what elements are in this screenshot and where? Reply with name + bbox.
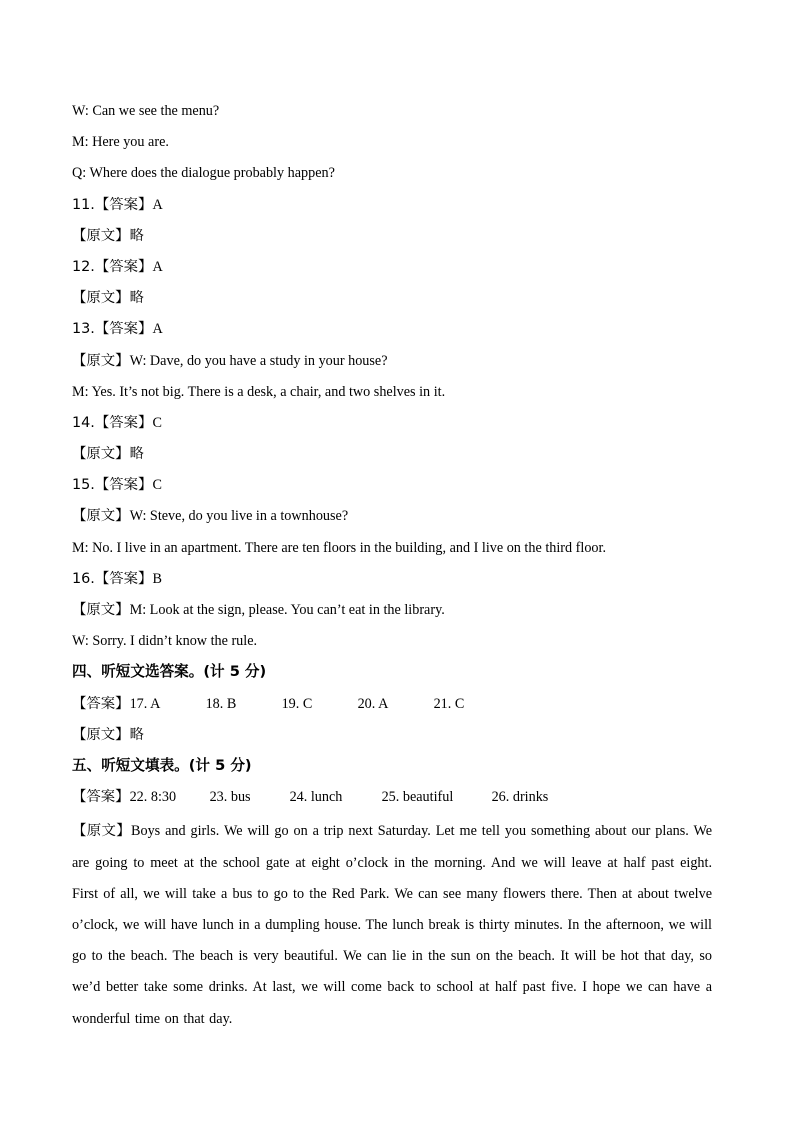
answer-line-12: 12.【答案】A <box>72 258 163 275</box>
source-line-14: 【原文】略 <box>72 446 144 463</box>
section-5-heading: 五、听短文填表。(计 5 分) <box>72 756 252 774</box>
section-4-heading: 四、听短文选答案。(计 5 分) <box>72 663 267 681</box>
text-line: W: Sorry. I didn’t know the rule. <box>72 633 258 650</box>
section-4-answers: 【答案】17. A 18. B 19. C 20. A 21. C <box>72 695 465 712</box>
answer-line-13: 13.【答案】A <box>72 321 163 338</box>
answer-line-11: 11.【答案】A <box>72 196 163 213</box>
text-line: M: No. I live in an apartment. There are ten floors in the building, and I live on the third floor. <box>72 539 606 556</box>
source-line-15: 【原文】W: Steve, do you live in a townhouse? <box>72 508 349 525</box>
text-line: W: Can we see the menu? <box>72 103 220 119</box>
answer-line-15: 15.【答案】C <box>72 477 162 494</box>
answer-line-16: 16.【答案】B <box>72 570 162 587</box>
section-5-answers: 【答案】22. 8:30 23. bus 24. lunch 25. beautiful 26. drinks <box>72 789 549 806</box>
document-page <box>72 99 722 1035</box>
section-4-source: 【原文】略 <box>72 726 144 743</box>
source-line-11: 【原文】略 <box>72 227 144 244</box>
answer-line-14: 14.【答案】C <box>72 414 162 431</box>
source-line-13: 【原文】W: Dave, do you have a study in your house? <box>72 352 388 369</box>
source-line-12: 【原文】略 <box>72 290 144 307</box>
text-line: M: Yes. It’s not big. There is a desk, a chair, and two shelves in it. <box>72 383 446 400</box>
text-line: M: Here you are. <box>72 134 169 151</box>
text-line: Q: Where does the dialogue probably happen? <box>72 165 335 182</box>
section-5-source: 【原文】Boys and girls. We will go on a trip next Saturday. Let me tell you something about our plans. We are going to meet at the school gate at eight o’clock in the morning. And we will leave at half past eight. First of all, we will take a bus to go to the Red Park. We can see many flowers there. Then at about twelve o’clock, we will have lunch in a dumpling house. The lunch break is thirty minutes. In the afternoon, we will go to the beach. The beach is very beautiful. We can lie in the sun on the beach. It will be hot that day, so we’d better take some drinks. At last, we will come back to school at half past five. I hope we can have a wonderful time on that day. <box>72 823 712 1027</box>
source-line-16: 【原文】M: Look at the sign, please. You can’t eat in the library. <box>72 602 445 618</box>
